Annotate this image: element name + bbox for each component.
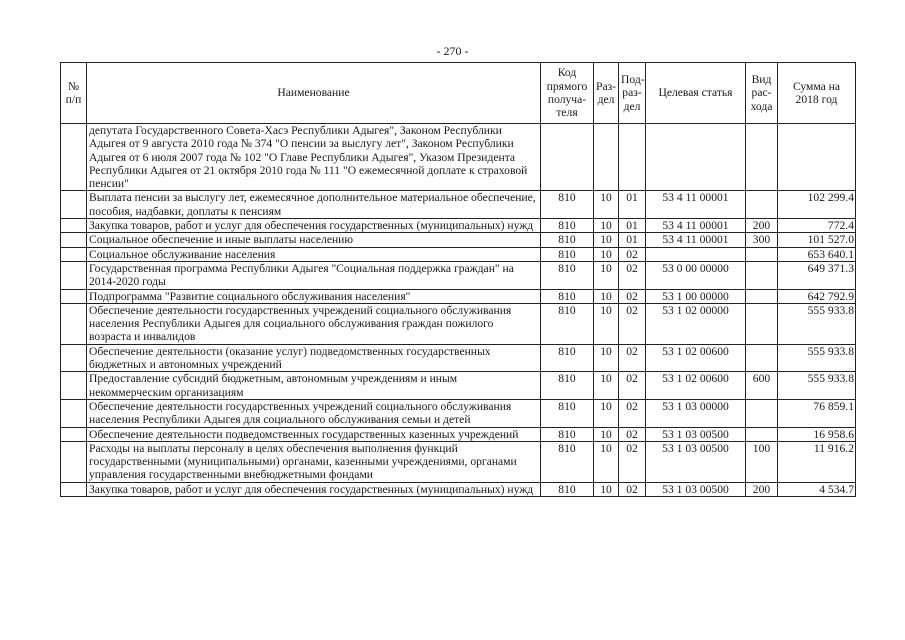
cell-expense: [746, 261, 778, 289]
cell-expense: [746, 191, 778, 219]
table-row: [61, 233, 856, 247]
cell-num: [61, 289, 87, 303]
cell-section: 10: [594, 247, 619, 261]
cell-section: 10: [594, 441, 619, 482]
cell-sum: 649 371.3: [778, 261, 856, 289]
cell-name: Обеспечение деятельности государственных учреждений социального обслуживания населения Республики Адыгея для социального обслуживания семьи и детей: [87, 399, 541, 427]
cell-name: Закупка товаров, работ и услуг для обеспечения государственных (муниципальных) нужд: [87, 219, 541, 233]
cell-subsection: 01: [619, 233, 646, 247]
cell-code: 810: [541, 303, 594, 344]
cell-target: 53 1 03 00500: [646, 427, 746, 441]
cell-expense: 600: [746, 372, 778, 400]
cell-num: [61, 427, 87, 441]
cell-target: 53 1 03 00000: [646, 399, 746, 427]
cell-expense: [746, 289, 778, 303]
cell-code: 810: [541, 261, 594, 289]
cell-expense: 100: [746, 441, 778, 482]
cell-section: 10: [594, 219, 619, 233]
table-row: [61, 247, 856, 261]
cell-expense: 200: [746, 482, 778, 496]
cell-section: 10: [594, 482, 619, 496]
cell-expense: [746, 303, 778, 344]
table-row: [61, 289, 856, 303]
table-row: [61, 482, 856, 496]
cell-sum: 4 534.7: [778, 482, 856, 496]
cell-sum: 555 933.8: [778, 372, 856, 400]
cell-section: [594, 124, 619, 191]
cell-num: [61, 441, 87, 482]
cell-expense: [746, 124, 778, 191]
cell-num: [61, 399, 87, 427]
cell-sum: 653 640.1: [778, 247, 856, 261]
table-row: [61, 427, 856, 441]
cell-name: Социальное обеспечение и иные выплаты населению: [87, 233, 541, 247]
cell-target: 53 0 00 00000: [646, 261, 746, 289]
cell-subsection: 02: [619, 372, 646, 400]
cell-target: 53 1 02 00000: [646, 303, 746, 344]
cell-name: Закупка товаров, работ и услуг для обеспечения государственных (муниципальных) нужд: [87, 482, 541, 496]
cell-expense: [746, 247, 778, 261]
cell-name: Обеспечение деятельности (оказание услуг) подведомственных государственных бюджетных и автономных учреждений: [87, 344, 541, 372]
table-row: [61, 303, 856, 344]
cell-sum: 16 958.6: [778, 427, 856, 441]
cell-code: [541, 124, 594, 191]
cell-subsection: 02: [619, 399, 646, 427]
cell-num: [61, 261, 87, 289]
cell-sum: 555 933.8: [778, 344, 856, 372]
header-sum: Сумма на 2018 год: [778, 63, 856, 124]
cell-section: 10: [594, 372, 619, 400]
cell-section: 10: [594, 233, 619, 247]
cell-section: 10: [594, 303, 619, 344]
cell-expense: 300: [746, 233, 778, 247]
cell-code: 810: [541, 247, 594, 261]
cell-sum: [778, 124, 856, 191]
cell-num: [61, 482, 87, 496]
header-target: Целевая статья: [646, 63, 746, 124]
cell-name: Обеспечение деятельности подведомственных государственных казенных учреждений: [87, 427, 541, 441]
cell-expense: [746, 399, 778, 427]
cell-subsection: 02: [619, 247, 646, 261]
cell-num: [61, 233, 87, 247]
cell-subsection: 02: [619, 289, 646, 303]
cell-num: [61, 247, 87, 261]
table-row: [61, 372, 856, 400]
header-subsection: Под-раз-дел: [619, 63, 646, 124]
table-header-row: [61, 63, 856, 124]
cell-subsection: 02: [619, 441, 646, 482]
page-number: - 270 -: [436, 44, 469, 58]
table-row: [61, 219, 856, 233]
table-row: [61, 441, 856, 482]
cell-subsection: 02: [619, 261, 646, 289]
header-name: Наименование: [87, 63, 541, 124]
cell-num: [61, 191, 87, 219]
cell-code: 810: [541, 289, 594, 303]
cell-subsection: 02: [619, 482, 646, 496]
cell-sum: 102 299.4: [778, 191, 856, 219]
cell-num: [61, 344, 87, 372]
cell-name: Государственная программа Республики Адыгея "Социальная поддержка граждан" на 2014-2020 годы: [87, 261, 541, 289]
cell-sum: 76 859.1: [778, 399, 856, 427]
header-section: Раз-дел: [594, 63, 619, 124]
cell-sum: 101 527.0: [778, 233, 856, 247]
table-row: [61, 124, 856, 191]
cell-code: 810: [541, 372, 594, 400]
cell-section: 10: [594, 289, 619, 303]
cell-target: 53 4 11 00001: [646, 233, 746, 247]
cell-sum: 11 916.2: [778, 441, 856, 482]
cell-target: [646, 124, 746, 191]
cell-num: [61, 303, 87, 344]
cell-target: 53 1 03 00500: [646, 482, 746, 496]
header-num: № п/п: [61, 63, 87, 124]
cell-section: 10: [594, 191, 619, 219]
cell-code: 810: [541, 191, 594, 219]
table-row: [61, 191, 856, 219]
cell-code: 810: [541, 482, 594, 496]
cell-code: 810: [541, 441, 594, 482]
header-expense-type: Вид рас-хода: [746, 63, 778, 124]
cell-name: депутата Государственного Совета-Хасэ Республики Адыгея", Законом Республики Адыгея от 9 августа 2010 года № 374 "О пенсии за выслугу лет", Законом Республики Адыгея от 6 июля 2007 года № 102 "О Главе Республики Адыгея", Указом Президента Республики Адыгея от 21 октября 2010 года № 111 "О ежемесячной доплате к страховой пенсии": [87, 124, 541, 191]
cell-subsection: [619, 124, 646, 191]
cell-target: 53 4 11 00001: [646, 219, 746, 233]
cell-subsection: 02: [619, 427, 646, 441]
cell-target: 53 1 02 00600: [646, 344, 746, 372]
table-row: [61, 344, 856, 372]
cell-target: 53 1 00 00000: [646, 289, 746, 303]
cell-section: 10: [594, 344, 619, 372]
cell-code: 810: [541, 399, 594, 427]
table-row: [61, 399, 856, 427]
cell-name: Подпрограмма "Развитие социального обслуживания населения": [87, 289, 541, 303]
cell-subsection: 02: [619, 303, 646, 344]
cell-target: 53 1 02 00600: [646, 372, 746, 400]
header-code: Код прямого получа-теля: [541, 63, 594, 124]
cell-subsection: 02: [619, 344, 646, 372]
cell-num: [61, 124, 87, 191]
cell-expense: [746, 427, 778, 441]
cell-code: 810: [541, 233, 594, 247]
cell-expense: [746, 344, 778, 372]
table-row: [61, 261, 856, 289]
cell-target: 53 4 11 00001: [646, 191, 746, 219]
cell-name: Предоставление субсидий бюджетным, автономным учреждениям и иным некоммерческим организациям: [87, 372, 541, 400]
cell-num: [61, 372, 87, 400]
cell-code: 810: [541, 344, 594, 372]
cell-sum: 772.4: [778, 219, 856, 233]
cell-target: 53 1 03 00500: [646, 441, 746, 482]
cell-code: 810: [541, 219, 594, 233]
cell-name: Расходы на выплаты персоналу в целях обеспечения выполнения функций государственными (муниципальными) органами, казенными учреждениями, органами управления государственными внебюджетными фондами: [87, 441, 541, 482]
budget-table: [60, 62, 856, 497]
cell-subsection: 01: [619, 191, 646, 219]
cell-section: 10: [594, 261, 619, 289]
cell-code: 810: [541, 427, 594, 441]
cell-num: [61, 219, 87, 233]
cell-sum: 642 792.9: [778, 289, 856, 303]
cell-section: 10: [594, 399, 619, 427]
cell-name: Социальное обслуживание населения: [87, 247, 541, 261]
cell-sum: 555 933.8: [778, 303, 856, 344]
cell-expense: 200: [746, 219, 778, 233]
cell-name: Обеспечение деятельности государственных учреждений социального обслуживания населения Республики Адыгея для социального обслуживания граждан пожилого возраста и инвалидов: [87, 303, 541, 344]
cell-name: Выплата пенсии за выслугу лет, ежемесячное дополнительное материальное обеспечение, пособия, надбавки, доплаты к пенсиям: [87, 191, 541, 219]
cell-section: 10: [594, 427, 619, 441]
cell-subsection: 01: [619, 219, 646, 233]
cell-target: [646, 247, 746, 261]
